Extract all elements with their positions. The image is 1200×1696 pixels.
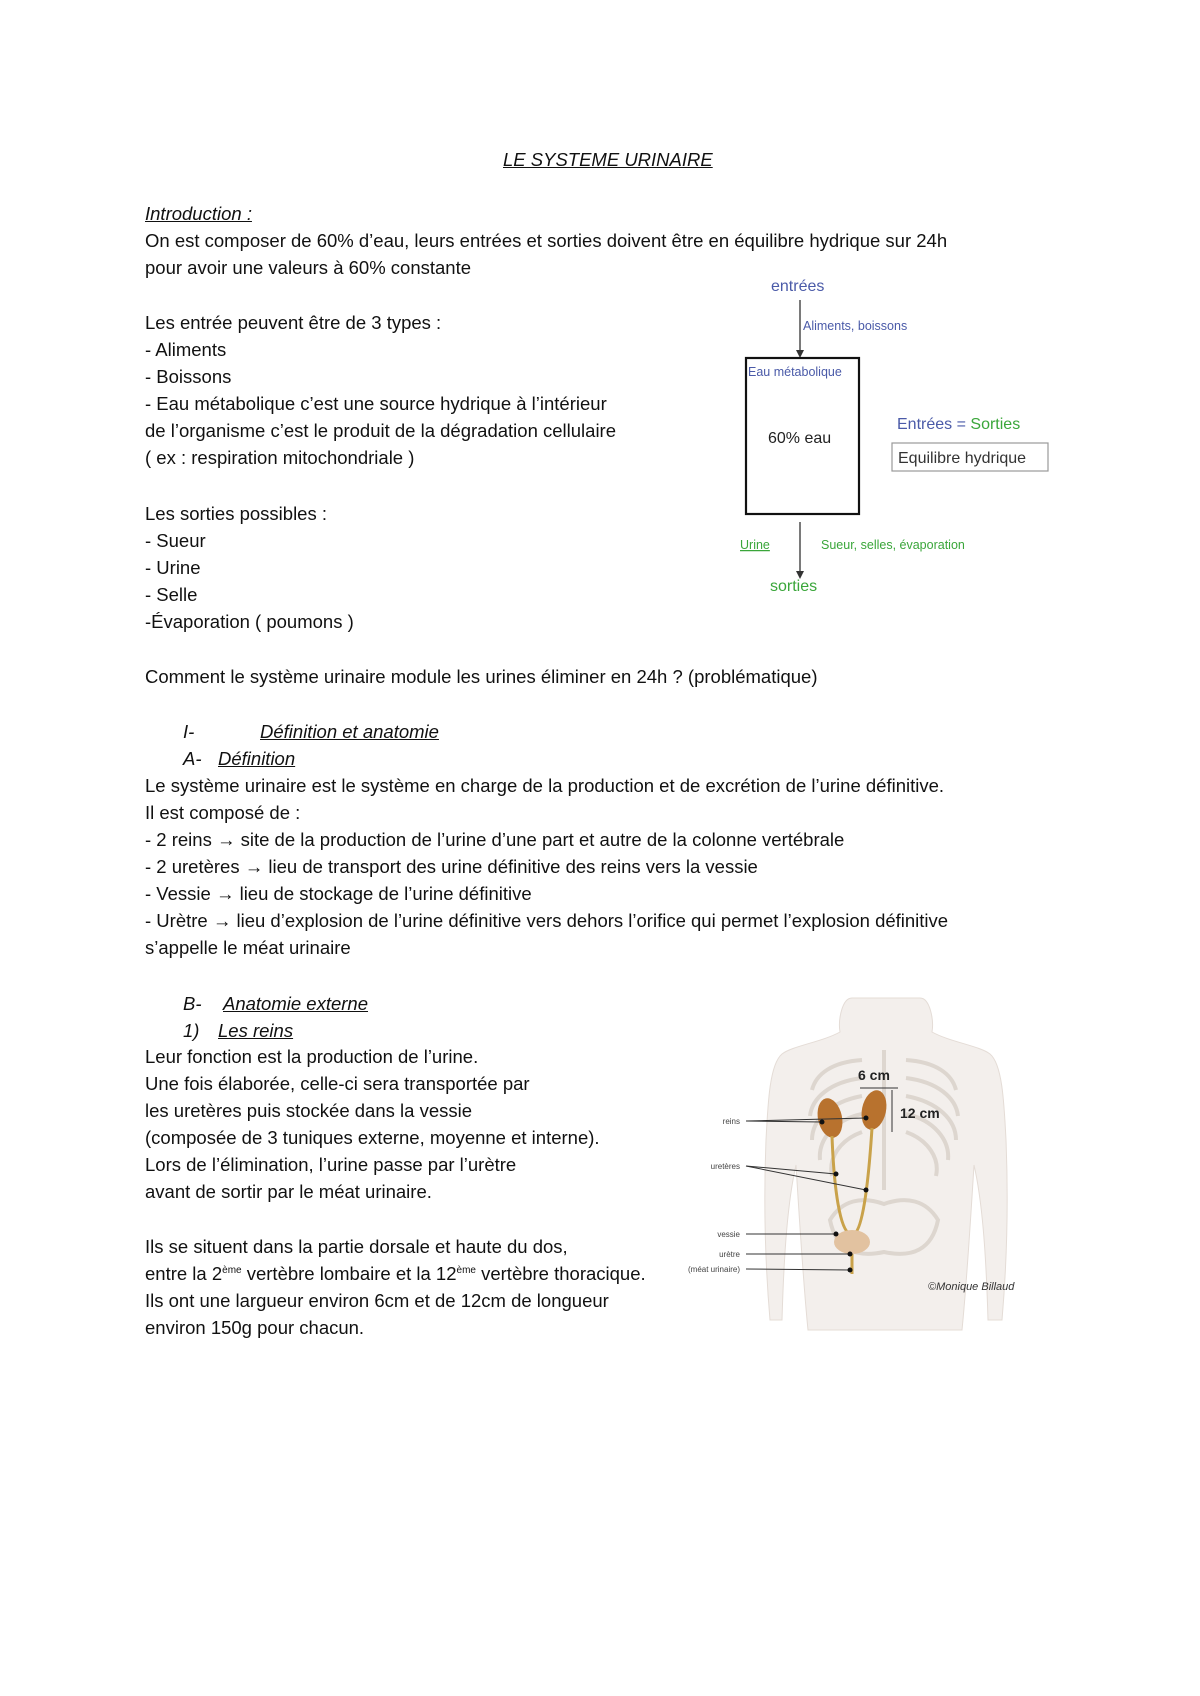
location-line-3: Ils ont une largueur environ 6cm et de 12cm de longueur — [145, 1290, 609, 1311]
entrees-item: - Eau métabolique c’est une source hydrique à l’intérieur — [145, 393, 607, 414]
definition-line-2: Il est composé de : — [145, 802, 301, 823]
label-reins: reins — [722, 1117, 740, 1126]
diagram-equilibre-label: Equilibre hydrique — [898, 450, 1027, 467]
label-meat: (méat urinaire) — [687, 1265, 740, 1274]
entrees-heading: Les entrée peuvent être de 3 types : — [145, 312, 442, 333]
reins-line: avant de sortir par le méat urinaire. — [145, 1181, 432, 1202]
bladder — [834, 1230, 870, 1254]
sorties-heading: Les sorties possibles : — [145, 503, 328, 524]
diagram-eau-label: 60% eau — [768, 430, 832, 447]
diagram-sorties-label: sorties — [770, 578, 818, 595]
sorties-item: - Sueur — [145, 530, 206, 551]
sub-1-title: Les reins — [218, 1020, 294, 1041]
entrees-cont-2: ( ex : respiration mitochondriale ) — [145, 447, 415, 468]
label-vessie: vessie — [717, 1230, 740, 1239]
subsection-a-number: A- — [183, 748, 202, 769]
entrees-cont-1: de l’organisme c’est le produit de la dégradation cellulaire — [145, 420, 617, 441]
sub-1-number: 1) — [183, 1020, 200, 1041]
sorties-item: - Selle — [145, 584, 198, 605]
location-line-1: Ils se situent dans la partie dorsale et haute du dos, — [145, 1236, 568, 1257]
location-line-4: environ 150g pour chacun. — [145, 1317, 365, 1338]
organ-item: - 2 reins → site de la production de l’urine d’une part et autre de la colonne vertébrale — [145, 829, 845, 850]
definition-line-1: Le système urinaire est le système en charge de la production et de excrétion de l’urine définitive. — [145, 775, 945, 796]
water-balance-diagram — [700, 270, 1060, 600]
sorties-item: - Urine — [145, 557, 201, 578]
arrow-in-head — [796, 350, 804, 358]
subsection-a-title: Définition — [218, 748, 296, 769]
equation-right: Sorties — [970, 416, 1021, 433]
organ-item: - 2 uretères → lieu de transport des urine définitive des reins vers la vessie — [145, 856, 758, 877]
reins-line: Une fois élaborée, celle-ci sera transportée par — [145, 1073, 530, 1094]
intro-line-2: pour avoir une valeurs à 60% constante — [145, 257, 472, 278]
sorties-item: -Évaporation ( poumons ) — [145, 611, 354, 632]
organ-item: - Vessie → lieu de stockage de l’urine définitive — [145, 883, 532, 904]
subsection-b-number: B- — [183, 993, 202, 1014]
organ-item-cont: s’appelle le méat urinaire — [145, 937, 351, 958]
diagram-entrees-label: entrées — [771, 278, 825, 295]
section-number: I- — [183, 721, 195, 742]
diagram-urine-label: Urine — [740, 538, 770, 552]
diagram-sueur-label: Sueur, selles, évaporation — [821, 538, 965, 552]
equation-left: Entrées = — [897, 416, 966, 433]
intro-heading: Introduction : — [145, 203, 252, 224]
label-ureteres: uretères — [710, 1162, 740, 1171]
subsection-b-title: Anatomie externe — [223, 993, 369, 1014]
dim-height-label: 12 cm — [900, 1105, 940, 1121]
organ-item: - Urètre → lieu d’explosion de l’urine définitive vers dehors l’orifice qui permet l’explosion définitive — [145, 910, 949, 931]
page-title: LE SYSTEME URINAIRE — [503, 149, 713, 170]
diagram-eau-metabolique-label: Eau métabolique — [748, 365, 842, 379]
anatomy-figure — [687, 990, 1062, 1380]
reins-line: (composée de 3 tuniques externe, moyenne et interne). — [145, 1127, 600, 1148]
label-uretre: urètre — [719, 1250, 740, 1259]
reins-line: Leur fonction est la production de l’urine. — [145, 1046, 479, 1067]
section-title: Définition et anatomie — [260, 721, 439, 742]
entrees-item: - Aliments — [145, 339, 227, 360]
location-line-2: entre la 2ème vertèbre lombaire et la 12ème vertèbre thoracique. — [145, 1263, 646, 1284]
problematique: Comment le système urinaire module les urines éliminer en 24h ? (problématique) — [145, 666, 818, 687]
reins-line: les uretères puis stockée dans la vessie — [145, 1100, 473, 1121]
dim-width-label: 6 cm — [858, 1067, 890, 1083]
diagram-aliments-label: Aliments, boissons — [803, 319, 908, 333]
entrees-item: - Boissons — [145, 366, 232, 387]
intro-line-1: On est composer de 60% d’eau, leurs entrées et sorties doivent être en équilibre hydrique sur 24h — [145, 230, 948, 251]
diagram-equation — [897, 416, 1020, 433]
figure-credit: ©Monique Billaud — [928, 1281, 1015, 1293]
reins-line: Lors de l’élimination, l’urine passe par l’urètre — [145, 1154, 517, 1175]
